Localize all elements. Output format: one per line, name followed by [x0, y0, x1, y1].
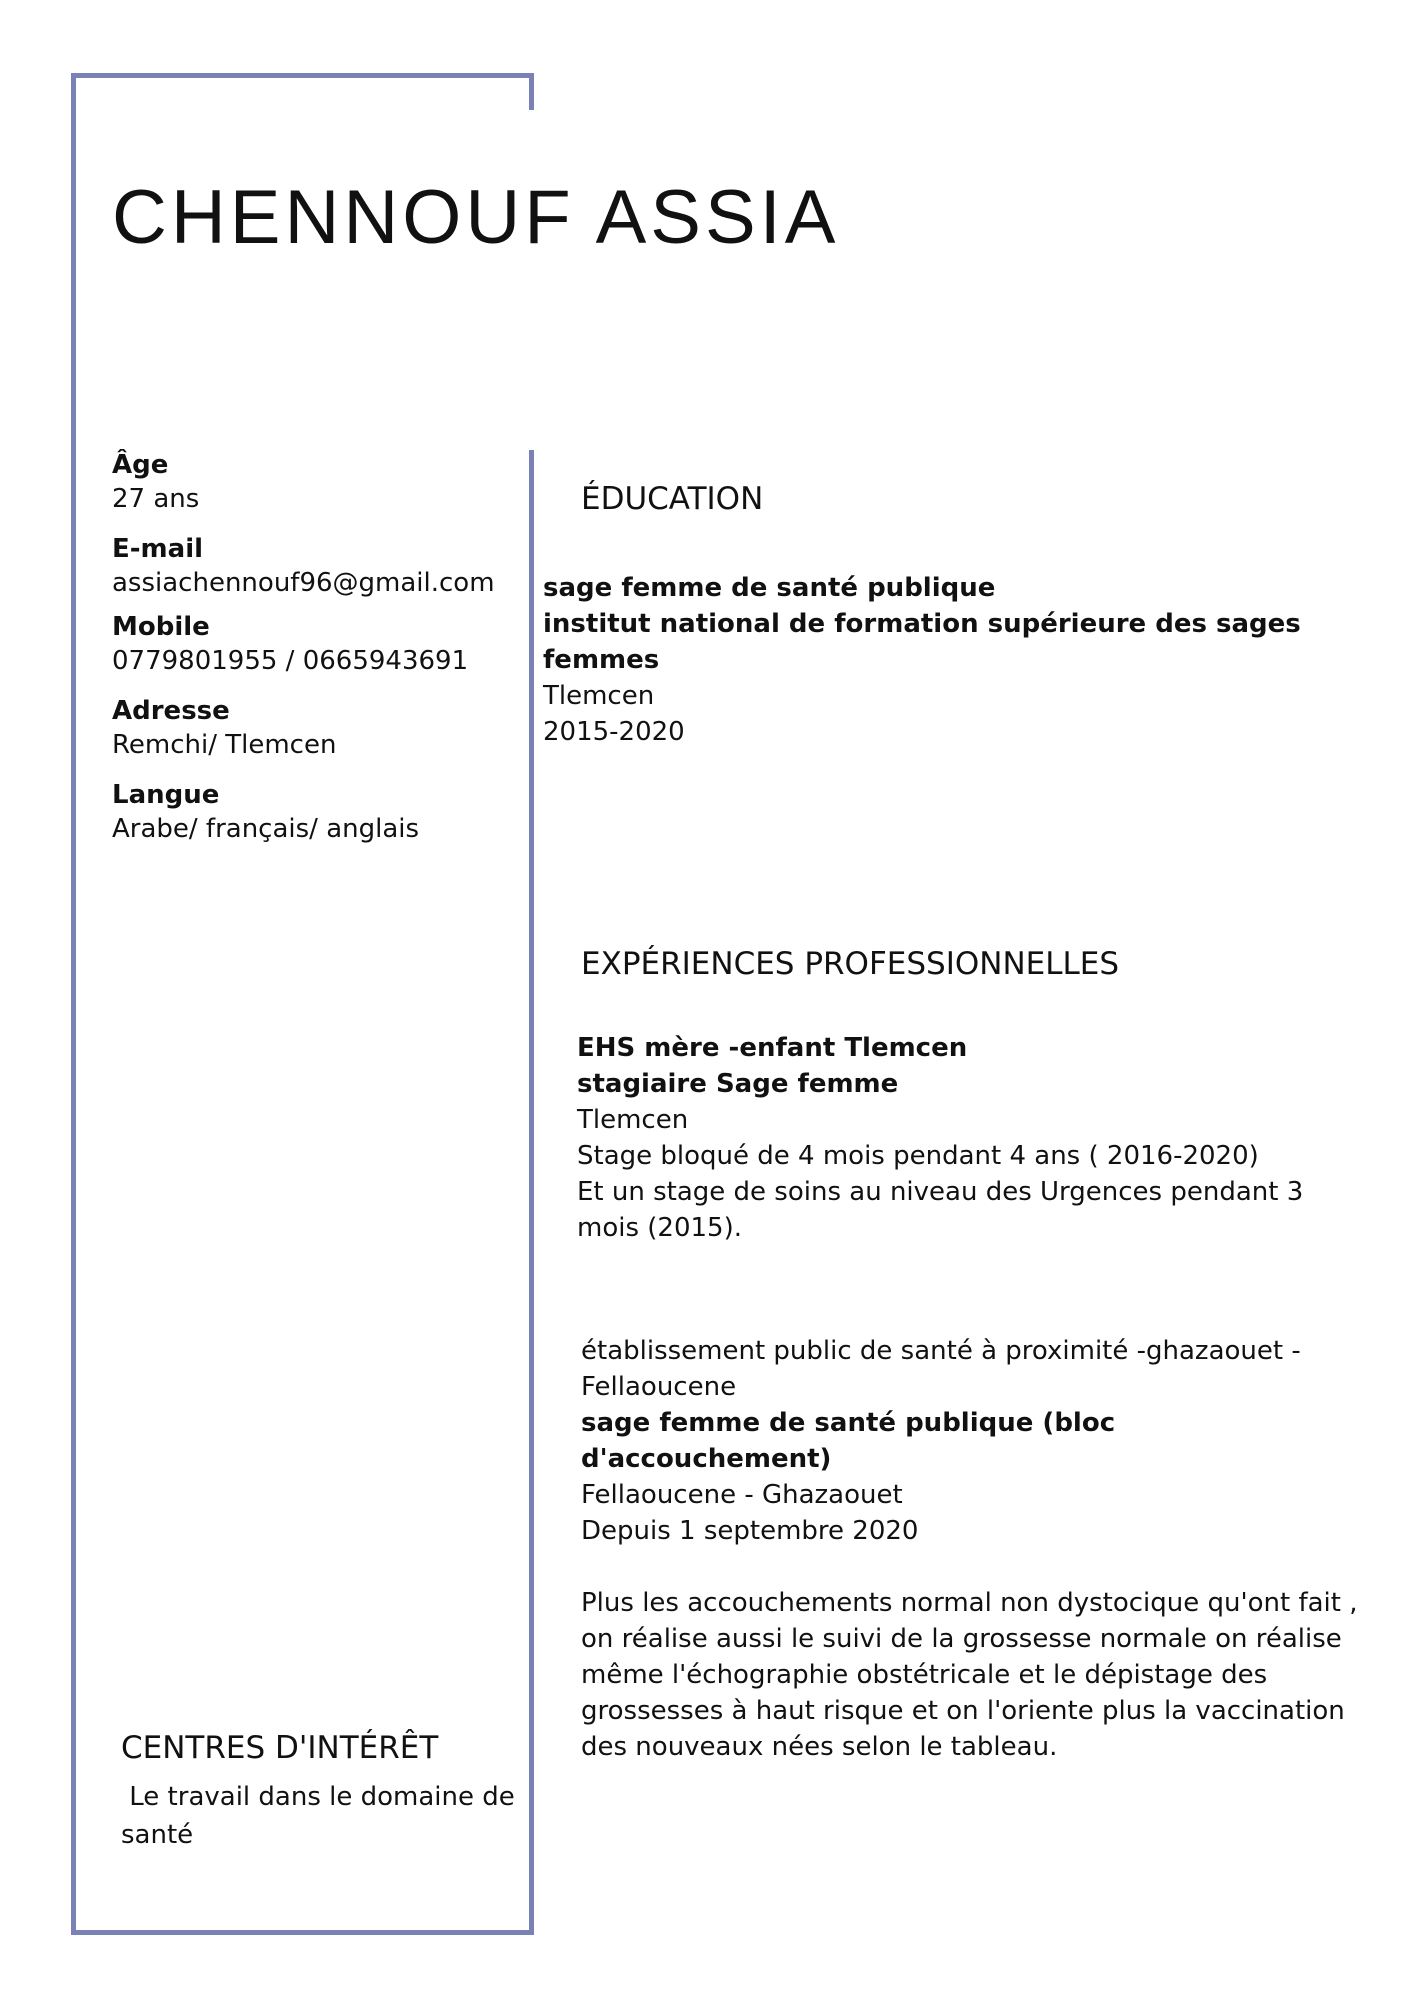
education-city: Tlemcen	[543, 681, 655, 711]
contact-label: Âge	[112, 450, 169, 480]
experience-heading: EXPÉRIENCES PROFESSIONNELLES	[581, 946, 1120, 982]
experience-date: Depuis 1 septembre 2020	[581, 1516, 919, 1546]
frame-left-line	[71, 73, 76, 1935]
frame-top-line	[71, 73, 534, 78]
contact-value: Arabe/ français/ anglais	[112, 814, 420, 844]
experience-employer: établissement public de santé à proximité -ghazaouet - Fellaoucene	[581, 1336, 1301, 1402]
contact-language	[112, 778, 522, 846]
contact-info	[112, 448, 522, 862]
column-divider	[529, 450, 534, 1935]
email-link[interactable]: assiachennouf96@gmail.com	[112, 568, 495, 598]
experience-location: Tlemcen	[577, 1105, 689, 1135]
contact-address	[112, 694, 522, 762]
experience-entry	[581, 1333, 1371, 1765]
contact-value: 27 ans	[112, 484, 200, 514]
experience-role: stagiaire Sage femme	[577, 1069, 899, 1099]
interests-text: Le travail dans le domaine de santé	[121, 1782, 524, 1850]
experience-role: sage femme de santé publique (bloc d'accouchement)	[581, 1408, 1116, 1474]
contact-email	[112, 532, 522, 600]
experience-location: Fellaoucene - Ghazaouet	[581, 1480, 903, 1510]
education-school: institut national de formation supérieure des sages femmes	[543, 609, 1301, 675]
experience-detail: Stage bloqué de 4 mois pendant 4 ans ( 2016-2020)	[577, 1141, 1259, 1171]
experience-employer: EHS mère -enfant Tlemcen	[577, 1033, 968, 1063]
experience-entry	[577, 1030, 1367, 1246]
frame-bottom-line	[71, 1930, 534, 1935]
education-years: 2015-2020	[543, 717, 685, 747]
education-heading: ÉDUCATION	[581, 481, 764, 517]
frame-top-tick	[529, 73, 534, 110]
candidate-name: CHENNOUF ASSIA	[112, 175, 840, 260]
contact-label: Adresse	[112, 696, 230, 726]
experience-detail: Et un stage de soins au niveau des Urgences pendant 3 mois (2015).	[577, 1177, 1304, 1243]
contact-label: Mobile	[112, 612, 210, 642]
contact-value: 0779801955 / 0665943691	[112, 646, 469, 676]
contact-label: E-mail	[112, 534, 204, 564]
contact-mobile	[112, 610, 522, 678]
interests-heading: CENTRES D'INTÉRÊT	[121, 1730, 439, 1766]
contact-value: Remchi/ Tlemcen	[112, 730, 337, 760]
contact-age	[112, 448, 522, 516]
spacer	[581, 1549, 1371, 1585]
education-entry	[543, 570, 1363, 750]
experience-description: Plus les accouchements normal non dystocique qu'ont fait , on réalise aussi le suivi de la grossesse normale on réalise même l'échographie obstétricale et le dépistage des grossesses à haut risque et on l'oriente plus la vaccination des nouveaux nées selon le tableau.	[581, 1588, 1358, 1762]
education-degree: sage femme de santé publique	[543, 573, 996, 603]
contact-label: Langue	[112, 780, 220, 810]
